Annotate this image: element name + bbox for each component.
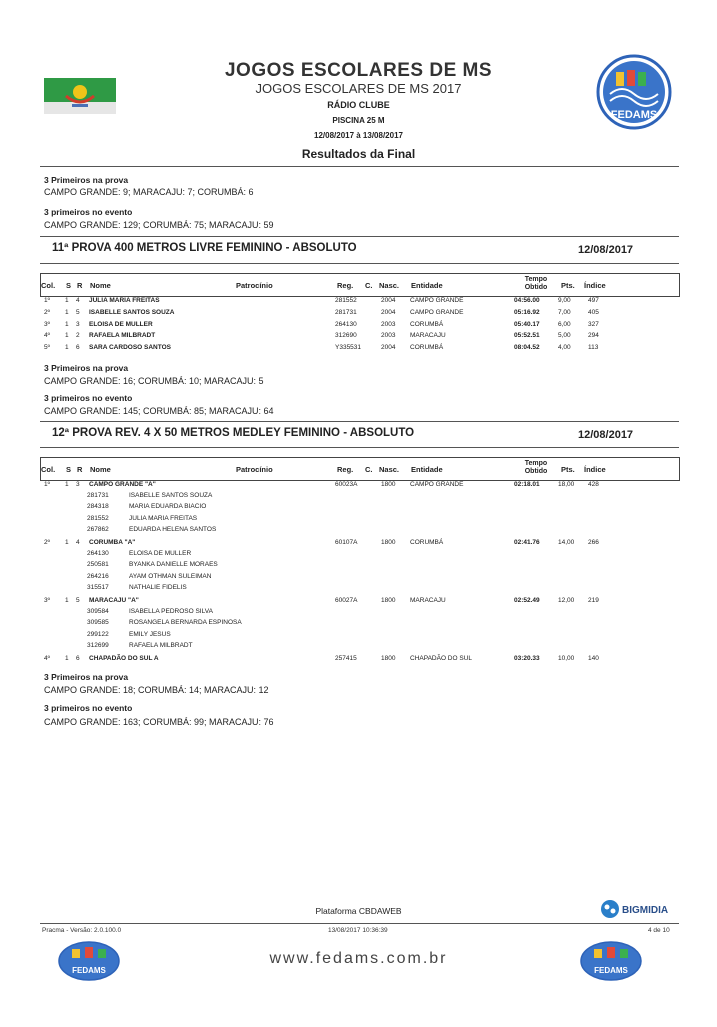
summary-heading: 3 primeiros no evento: [44, 393, 133, 403]
entidade-header: Entidade: [411, 281, 443, 290]
indice-cell: 405: [588, 308, 599, 316]
summary-heading: 3 primeiros no evento: [44, 703, 133, 713]
pts-cell: 18,00: [558, 481, 575, 488]
summary-heading: 3 Primeiros na prova: [44, 175, 129, 185]
name-cell: SARA CARDOSO SANTOS: [89, 344, 171, 352]
summary-text: CAMPO GRANDE: 129; CORUMBÁ: 75; MARACAJU: 59: [44, 220, 274, 230]
reg-cell: 264130: [335, 320, 357, 328]
col-cell: 3º: [44, 597, 50, 604]
r-cell: 5: [76, 308, 80, 316]
c-header: C.: [365, 465, 373, 474]
pts-cell: 14,00: [558, 539, 575, 546]
summary-text: CAMPO GRANDE: 145; CORUMBÁ: 85; MARACAJU: 64: [44, 406, 274, 416]
team-name-cell: CHAPADÃO DO SUL A: [89, 655, 159, 662]
svg-text:FEDAMS: FEDAMS: [610, 109, 658, 121]
r-cell: 6: [76, 344, 80, 352]
col-cell: 4º: [44, 655, 50, 662]
member-name: ELOISA DE MULLER: [129, 549, 192, 557]
member-name: NATHALIE FIDELIS: [129, 584, 187, 592]
page-subtitle: JOGOS ESCOLARES DE MS 2017: [255, 81, 462, 96]
summary-text: CAMPO GRANDE: 18; CORUMBÁ: 14; MARACAJU: 12: [44, 685, 269, 695]
event-date: 12/08/2017: [578, 244, 634, 256]
nasc-cell: 2004: [381, 308, 396, 316]
tempo-cell: 02:18.01: [514, 481, 540, 488]
member-name: MARIA EDUARDA BIACIO: [129, 503, 207, 511]
member-reg: 264216: [87, 572, 109, 580]
member-reg: 250581: [87, 561, 109, 569]
name-cell: ISABELLE SANTOS SOUZA: [89, 308, 175, 316]
indice-cell: 327: [588, 320, 599, 328]
pts-cell: 7,00: [558, 308, 571, 316]
member-name: RAFAELA MILBRADT: [129, 642, 193, 650]
entidade-cell: CORUMBÁ: [410, 320, 444, 328]
entidade-cell: MARACAJU: [410, 597, 446, 604]
table-row: [40, 320, 678, 331]
member-name: BYANKA DANIELLE MORAES: [129, 561, 218, 569]
nome-header: Nome: [90, 281, 111, 290]
r-cell: 5: [76, 597, 80, 604]
nasc-cell: 2004: [381, 297, 396, 304]
r-cell: 3: [76, 320, 80, 328]
indice-header: Índice: [584, 465, 606, 474]
fedams-logo-right: [580, 941, 642, 981]
nasc-cell: 1800: [381, 539, 396, 546]
r-header: R: [77, 281, 83, 290]
indice-cell: 219: [588, 597, 599, 604]
col-cell: 3º: [44, 320, 50, 328]
tempo-header-line2: Obtido: [524, 468, 548, 475]
member-name: AYAM OTHMAN SULEIMAN: [129, 572, 212, 580]
pool-label: PISCINA 25 M: [332, 116, 385, 125]
member-name: ROSANGELA BERNARDA ESPINOSA: [129, 619, 242, 627]
tempo-cell: 02:41.76: [514, 539, 540, 546]
page-number: 4 de 10: [648, 927, 670, 934]
divider: [40, 923, 679, 924]
timestamp-label: 13/08/2017 10:36:39: [328, 927, 388, 934]
reg-cell: 60023A: [335, 481, 358, 488]
member-reg: 281731: [87, 491, 109, 499]
nasc-cell: 1800: [381, 655, 396, 662]
indice-cell: 266: [588, 539, 599, 546]
entidade-cell: CAMPO GRANDE: [410, 308, 464, 316]
table-row: [40, 654, 678, 665]
pts-cell: 12,00: [558, 597, 575, 604]
tempo-cell: 05:40.17: [514, 320, 540, 328]
r-cell: 4: [76, 297, 80, 304]
event-date: 12/08/2017: [578, 429, 634, 441]
indice-cell: 497: [588, 297, 599, 304]
table-header: [40, 457, 680, 481]
tempo-cell: 04:56.00: [514, 297, 540, 304]
nome-header: Nome: [90, 465, 111, 474]
r-cell: 4: [76, 539, 80, 546]
summary-text: CAMPO GRANDE: 163; CORUMBÁ: 99; MARACAJU: 76: [44, 717, 274, 727]
platform-label: Plataforma CBDAWEB: [315, 906, 402, 916]
member-reg: 267862: [87, 526, 109, 534]
nasc-cell: 1800: [381, 597, 396, 604]
results-heading: Resultados da Final: [301, 147, 416, 161]
s-cell: 1: [65, 539, 69, 546]
col-cell: 2º: [44, 308, 50, 316]
nasc-header: Nasc.: [379, 281, 400, 290]
tempo-header-line2: Obtido: [524, 284, 548, 291]
entidade-cell: CAMPO GRANDE: [410, 297, 464, 304]
table-row: [40, 331, 678, 342]
table-header: [40, 273, 680, 297]
col-header: Col.: [41, 281, 56, 290]
svg-text:BIGMIDIA: BIGMIDIA: [622, 905, 669, 916]
indice-cell: 428: [588, 481, 599, 488]
svg-text:FEDAMS: FEDAMS: [594, 966, 628, 975]
col-cell: 1º: [44, 481, 50, 488]
member-reg: 281552: [87, 514, 109, 522]
entidade-cell: CAMPO GRANDE: [410, 481, 464, 488]
s-cell: 1: [65, 344, 69, 352]
indice-cell: 140: [588, 655, 599, 662]
divider: [40, 447, 679, 448]
date-range: 12/08/2017 à 13/08/2017: [314, 131, 403, 140]
tempo-cell: 03:20.33: [514, 655, 540, 662]
reg-cell: 281731: [335, 308, 357, 316]
pts-cell: 10,00: [558, 655, 575, 662]
table-row: [40, 343, 678, 354]
summary-text: CAMPO GRANDE: 9; MARACAJU: 7; CORUMBÁ: 6: [44, 187, 254, 197]
summary-heading: 3 primeiros no evento: [44, 207, 133, 217]
r-cell: 3: [76, 481, 80, 488]
team-name-cell: CORUMBA "A": [89, 539, 136, 546]
nasc-cell: 2003: [381, 332, 396, 340]
summary-text: CAMPO GRANDE: 16; CORUMBÁ: 10; MARACAJU: 5: [44, 376, 264, 386]
reg-cell: Y335531: [335, 344, 362, 352]
summary-heading: 3 Primeiros na prova: [44, 672, 129, 682]
col-header: Col.: [41, 465, 56, 474]
tempo-cell: 05:16.92: [514, 308, 540, 316]
entidade-header: Entidade: [411, 465, 443, 474]
entidade-cell: CORUMBÁ: [410, 539, 444, 546]
member-reg: 312699: [87, 642, 109, 650]
member-name: ISABELLA PEDROSO SILVA: [129, 607, 213, 615]
entidade-cell: CHAPADÃO DO SUL: [410, 655, 473, 662]
s-header: S: [66, 281, 72, 290]
nasc-cell: 2004: [381, 344, 396, 352]
event-title: 11ª PROVA 400 METROS LIVRE FEMININO - ABSOLUTO: [52, 242, 357, 254]
indice-header: Índice: [584, 281, 606, 290]
col-cell: 4º: [44, 332, 50, 340]
reg-cell: 60027A: [335, 597, 358, 604]
nasc-header: Nasc.: [379, 465, 400, 474]
tempo-header-line1: Tempo: [524, 460, 548, 467]
s-header: S: [66, 465, 72, 474]
c-header: C.: [365, 281, 373, 290]
tempo-header: [515, 276, 557, 292]
s-cell: 1: [65, 597, 69, 604]
s-cell: 1: [65, 297, 69, 304]
member-reg: 299122: [87, 630, 109, 638]
summary-heading: 3 Primeiros na prova: [44, 363, 129, 373]
tempo-cell: 08:04.52: [514, 344, 540, 352]
s-cell: 1: [65, 308, 69, 316]
s-cell: 1: [65, 320, 69, 328]
table-row: [40, 296, 678, 307]
s-cell: 1: [65, 332, 69, 340]
version-label: Pracma - Versão: 2.0.100.0: [42, 927, 122, 934]
divider: [40, 263, 679, 264]
reg-cell: 312690: [335, 332, 357, 340]
reg-header: Reg.: [337, 281, 354, 290]
bigmidia-logo: [600, 899, 680, 919]
member-reg: 315517: [87, 584, 109, 592]
name-cell: ELOISA DE MULLER: [89, 320, 153, 328]
entidade-cell: MARACAJU: [410, 332, 446, 340]
svg-text:FEDAMS: FEDAMS: [72, 966, 106, 975]
tempo-cell: 05:52.51: [514, 332, 540, 340]
pts-cell: 6,00: [558, 320, 571, 328]
member-reg: 309584: [87, 607, 109, 615]
nasc-cell: 1800: [381, 481, 396, 488]
indice-cell: 113: [588, 344, 599, 352]
member-name: ISABELLE SANTOS SOUZA: [129, 491, 213, 499]
tempo-cell: 02:52.49: [514, 597, 540, 604]
r-header: R: [77, 465, 83, 474]
nasc-cell: 2003: [381, 320, 396, 328]
patrocinio-header: Patrocínio: [236, 465, 273, 474]
member-reg: 309585: [87, 619, 109, 627]
pts-cell: 4,00: [558, 344, 571, 352]
reg-header: Reg.: [337, 465, 354, 474]
divider: [40, 166, 679, 167]
divider: [40, 236, 679, 237]
r-cell: 6: [76, 655, 80, 662]
s-cell: 1: [65, 655, 69, 662]
pts-header: Pts.: [561, 281, 575, 290]
pts-cell: 5,00: [558, 332, 571, 340]
pts-header: Pts.: [561, 465, 575, 474]
indice-cell: 294: [588, 332, 599, 340]
entidade-cell: CORUMBÁ: [410, 344, 444, 352]
team-name-cell: MARACAJU "A": [89, 597, 139, 604]
venue-label: RÁDIO CLUBE: [327, 100, 390, 110]
member-reg: 284318: [87, 503, 109, 511]
reg-cell: 60107A: [335, 539, 358, 546]
table-row: [40, 596, 678, 607]
col-cell: 1º: [44, 297, 50, 304]
table-row: [40, 538, 678, 549]
website-url[interactable]: www.fedams.com.br: [269, 950, 448, 967]
member-name: EDUARDA HELENA SANTOS: [129, 526, 217, 534]
reg-cell: 257415: [335, 655, 357, 662]
member-name: EMILY JESUS: [129, 630, 171, 638]
event-title: 12ª PROVA REV. 4 X 50 METROS MEDLEY FEMININO - ABSOLUTO: [52, 427, 415, 439]
member-reg: 264130: [87, 549, 109, 557]
member-name: JULIA MARIA FREITAS: [129, 514, 198, 522]
col-cell: 2º: [44, 539, 50, 546]
table-row: [40, 480, 678, 491]
s-cell: 1: [65, 481, 69, 488]
r-cell: 2: [76, 332, 80, 340]
patrocinio-header: Patrocínio: [236, 281, 273, 290]
col-cell: 5º: [44, 344, 50, 352]
team-name-cell: CAMPO GRANDE "A": [89, 481, 156, 488]
tempo-header-line1: Tempo: [524, 276, 548, 283]
name-cell: JULIA MARIA FREITAS: [89, 297, 160, 304]
name-cell: RAFAELA MILBRADT: [89, 332, 156, 340]
tempo-header: [515, 460, 557, 476]
pts-cell: 9,00: [558, 297, 571, 304]
page-title: JOGOS ESCOLARES DE MS: [224, 60, 493, 81]
table-row: [40, 308, 678, 319]
reg-cell: 281552: [335, 297, 357, 304]
divider: [40, 421, 679, 422]
